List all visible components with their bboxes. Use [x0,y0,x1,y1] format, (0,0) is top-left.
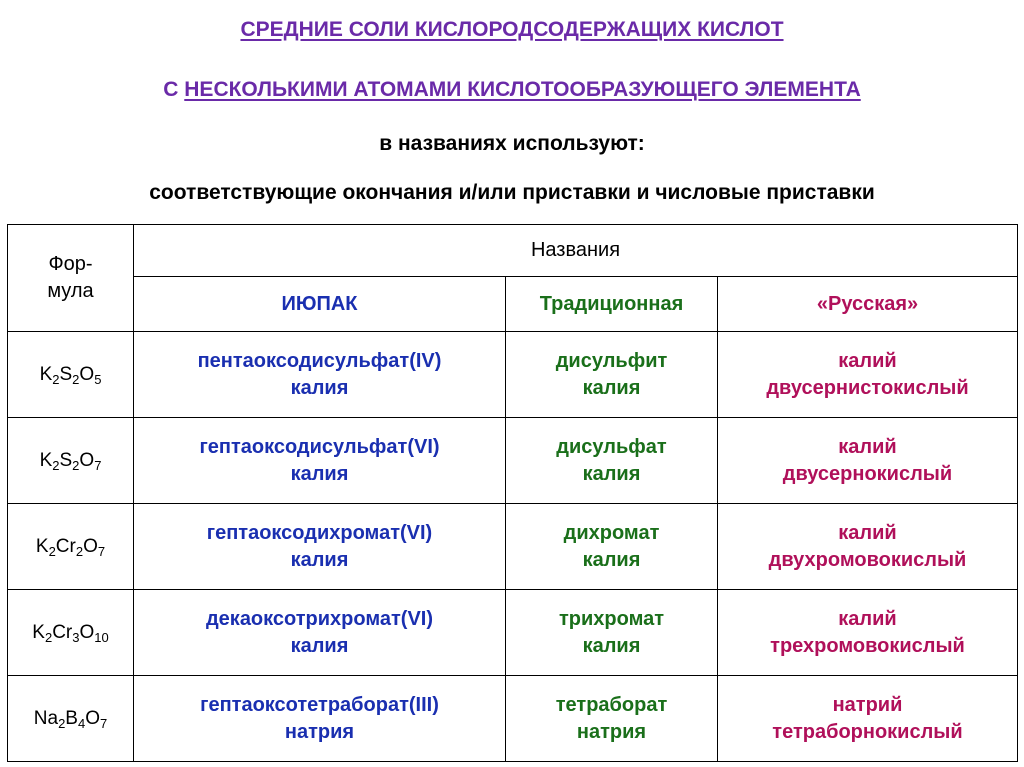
cell-text-line: декаоксотрихромат(VI) [205,607,434,630]
cell-text-line: тетраборат [555,693,668,716]
cell-text-line: натрий [832,693,903,716]
formula-subscript: 10 [94,629,109,645]
cell-text-line: калий [838,607,897,630]
title-line-4: соответствующие окончания и/или приставки и числовые приставки [149,181,875,204]
formula-subscript: 7 [100,715,108,731]
header-iupac: ИЮПАК [134,277,506,332]
iupac-cell [134,332,506,418]
formula-element: S [59,363,73,385]
table-row [8,332,1018,418]
iupac-cell [134,504,506,590]
cell-text-line: калия [582,634,641,657]
formula-subscript: 2 [72,371,80,387]
formula-subscript: 2 [75,543,84,559]
formula-element: Cr [52,621,73,643]
header-formula: Фор- мула [8,225,134,332]
formula-subscript: 2 [44,629,53,645]
traditional-cell [506,332,718,418]
formula-element: Na [33,707,59,729]
formula-element: O [83,535,98,557]
cell-text-line: калий [838,349,897,372]
header-traditional: Традиционная [506,277,718,332]
cell-text-line: калия [290,462,349,485]
formula-cell [8,504,134,590]
formula-element: Cr [55,535,76,557]
formula-element: O [79,621,95,643]
title-line-1: СРЕДНИЕ СОЛИ КИСЛОРОДСОДЕРЖАЩИХ КИСЛОТ [240,18,784,41]
cell-text-line: двусернокислый [782,462,953,485]
cell-text-line: гептаоксодисульфат(VI) [199,435,440,458]
formula-subscript: 2 [52,371,60,387]
traditional-cell [506,418,718,504]
cell-text-line: дихромат [563,521,660,544]
cell-text-line: дисульфат [556,435,667,458]
formula-subscript: 2 [52,457,60,473]
formula-subscript: 3 [72,629,80,645]
cell-text-line: гептаоксотетраборат(III) [200,693,439,716]
title-line-3: в названиях используют: [379,132,645,155]
formula-cell [8,332,134,418]
formula-subscript: 5 [94,371,102,387]
cell-text-line: калия [290,376,349,399]
formula-subscript: 2 [72,457,80,473]
formula-element: S [59,449,73,471]
formula-cell [8,418,134,504]
formula-cell [8,676,134,762]
iupac-cell [134,676,506,762]
formula-subscript: 2 [48,543,56,559]
header-russian: «Русская» [718,277,1018,332]
table-row [8,418,1018,504]
formula-element: O [85,707,100,729]
russian-cell [718,332,1018,418]
formula-element: B [65,707,78,729]
table-row [8,590,1018,676]
table-row [8,504,1018,590]
table-row [8,676,1018,762]
cell-text-line: калия [582,376,641,399]
cell-text-line: натрия [284,720,355,743]
formula-element: K [32,621,45,643]
formula-subscript: 7 [97,543,106,559]
iupac-cell [134,590,506,676]
cell-text-line: дисульфит [555,349,668,372]
cell-text-line: калия [290,634,349,657]
russian-cell [718,590,1018,676]
formula-element: O [79,363,95,385]
cell-text-line: пентаоксодисульфат(IV) [197,349,442,372]
formula-subscript: 7 [94,457,102,473]
cell-text-line: тетраборнокислый [772,720,963,743]
cell-text-line: трехромовокислый [770,634,965,657]
salts-table [7,224,1018,762]
traditional-cell [506,590,718,676]
formula-element: O [79,449,95,471]
cell-text-line: двусернистокислый [766,376,969,399]
formula-element: K [39,449,53,471]
title-line-2-prefix: С [163,78,179,101]
russian-cell [718,676,1018,762]
header-names: Названия [134,225,1018,277]
cell-text-line: калий [838,521,897,544]
cell-text-line: двухромовокислый [768,548,967,571]
iupac-cell [134,418,506,504]
cell-text-line: гептаоксодихромат(VI) [206,521,433,544]
title-line-2-main: НЕСКОЛЬКИМИ АТОМАМИ КИСЛОТООБРАЗУЮЩЕГО ЭЛЕМЕНТА [184,78,861,101]
formula-subscript: 4 [77,715,86,731]
cell-text-line: натрия [576,720,647,743]
formula-element: K [39,363,53,385]
cell-text-line: трихромат [558,607,665,630]
traditional-cell [506,676,718,762]
cell-text-line: калий [838,435,897,458]
formula-cell [8,590,134,676]
cell-text-line: калия [582,462,641,485]
cell-text-line: калия [290,548,349,571]
russian-cell [718,504,1018,590]
formula-element: K [35,535,49,557]
formula-subscript: 2 [58,715,66,731]
russian-cell [718,418,1018,504]
title-line-2 [0,78,1024,102]
cell-text-line: калия [582,548,641,571]
traditional-cell [506,504,718,590]
